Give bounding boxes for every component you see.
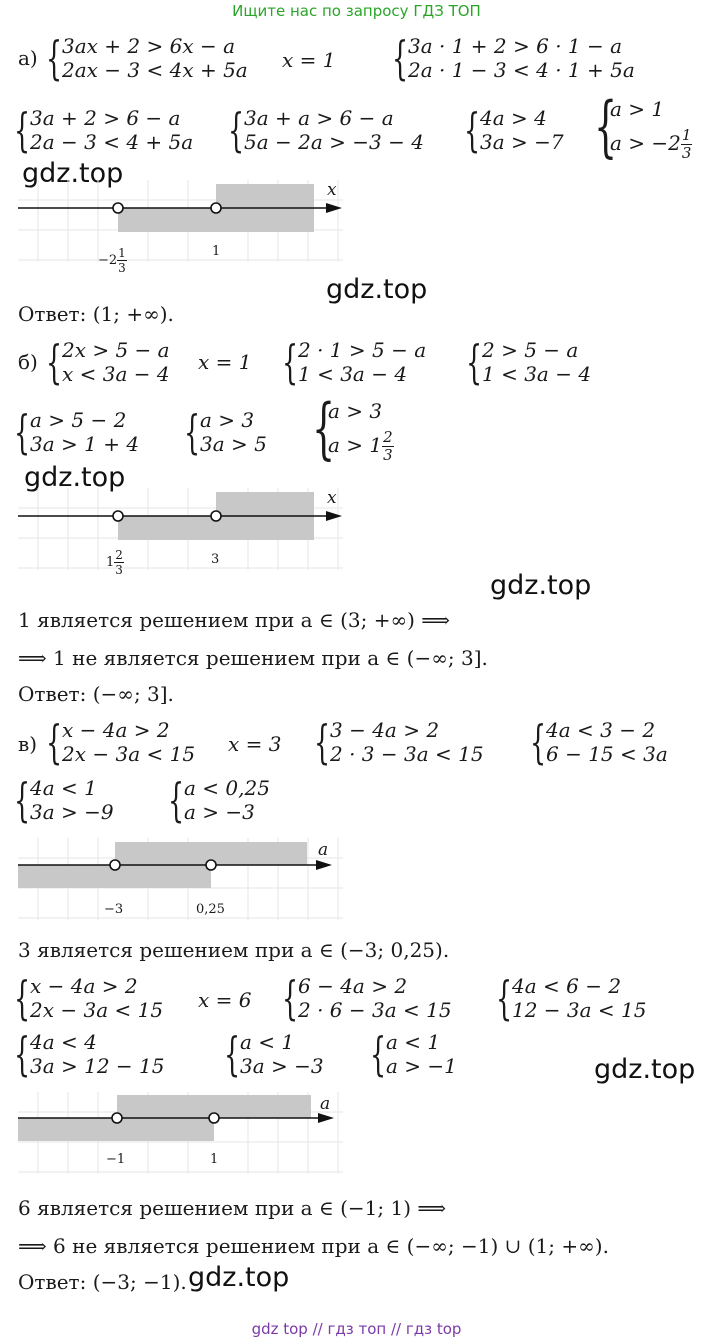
- part-v-system-6: [14, 971, 164, 1025]
- eq-line: x < 3a − 4: [62, 362, 170, 386]
- eq-line: 1 < 3a − 4: [298, 362, 408, 386]
- part-b-line-1: 1 является решением при a ∈ (3; +∞) ⟹: [18, 608, 450, 632]
- eq-line: 3a > −3: [240, 1054, 324, 1078]
- part-a-system-4: [228, 103, 424, 157]
- brace: {: [464, 103, 481, 157]
- part-b-system-6: [312, 390, 394, 467]
- tick-label-right: 1: [210, 1152, 219, 1167]
- arrow-head: [318, 1113, 334, 1123]
- eq-line: 2 · 1 > 5 − a: [298, 338, 427, 362]
- brace: {: [14, 971, 31, 1025]
- brace: {: [312, 390, 336, 467]
- brace: {: [314, 715, 331, 769]
- open-point: [206, 860, 216, 870]
- eq-line: 6 − 15 < 3a: [546, 742, 668, 766]
- watermark: gdz.top: [188, 1262, 290, 1293]
- tick-label-right: 3: [211, 552, 220, 567]
- part-a-x-value: x = 1: [282, 48, 336, 72]
- eq-line: 3a > −9: [30, 800, 114, 824]
- part-v-x-value-2: x = 6: [198, 988, 252, 1012]
- eq-line: 3 − 4a > 2: [330, 718, 440, 742]
- eq-line: a > −2 $\frac{1}{3}$: [610, 126, 692, 162]
- eq-line: 2a · 1 − 3 < 4 · 1 + 5a: [408, 58, 635, 82]
- part-v-system-9: [14, 1027, 165, 1081]
- part-b-system-2: [282, 335, 427, 389]
- part-v-system-8: [496, 971, 647, 1025]
- eq-line: 3ax + 2 > 6x − a: [62, 34, 235, 58]
- tick-label-right: 1: [212, 244, 221, 259]
- brace: {: [168, 773, 185, 827]
- open-point: [110, 860, 120, 870]
- shade-upper: [216, 492, 314, 516]
- eq-line: 3a > 1 + 4: [30, 432, 140, 456]
- eq-line: a < 1: [386, 1030, 441, 1054]
- open-point: [112, 1113, 122, 1123]
- tick-label-left: −2 $\frac{1}{3}$: [98, 246, 126, 275]
- part-v-system-5: [168, 773, 270, 827]
- eq-line: 2 · 6 − 3a < 15: [298, 998, 452, 1022]
- part-a-system-3: [14, 103, 194, 157]
- part-v-system-3: [530, 715, 668, 769]
- part-v-system-1: [46, 715, 196, 769]
- eq-line: a > −1: [386, 1054, 457, 1078]
- number-line-v1-graphic: [18, 838, 348, 928]
- open-point: [209, 1113, 219, 1123]
- brace: {: [46, 715, 63, 769]
- eq-line: 4a < 1: [30, 776, 97, 800]
- part-v-system-2: [314, 715, 484, 769]
- eq-line: 2 · 3 − 3a < 15: [330, 742, 484, 766]
- watermark: gdz.top: [24, 462, 126, 493]
- part-b-system-1: [46, 335, 170, 389]
- part-v-system-11: [370, 1027, 457, 1081]
- eq-line: 4a < 6 − 2: [512, 974, 622, 998]
- brace: {: [14, 103, 31, 157]
- brace: {: [530, 715, 547, 769]
- brace: {: [282, 335, 299, 389]
- eq-line: a > −3: [184, 800, 255, 824]
- part-v-line-3: ⟹ 6 не является решением при a ∈ (−∞; −1) ∪ (1; +∞).: [18, 1234, 609, 1258]
- arrow-head: [326, 203, 342, 213]
- eq-line: 2ax − 3 < 4x + 5a: [62, 58, 248, 82]
- axis-label: x: [327, 180, 337, 200]
- part-a-system-2: [392, 31, 635, 85]
- watermark: gdz.top: [490, 570, 592, 601]
- eq-line: 5a − 2a > −3 − 4: [244, 130, 424, 154]
- eq-line: 4a < 3 − 2: [546, 718, 656, 742]
- eq-line: x − 4a > 2: [62, 718, 170, 742]
- eq-line: 3a > −7: [480, 130, 564, 154]
- part-v-answer: Ответ: (−3; −1).: [18, 1270, 187, 1294]
- part-a-system-1: [46, 31, 248, 85]
- part-b-system-5: [184, 405, 267, 459]
- brace: {: [14, 1027, 31, 1081]
- eq-line: a > 3: [200, 408, 255, 432]
- axis-label: a: [320, 1094, 331, 1114]
- part-v-system-4: [14, 773, 114, 827]
- part-b-answer: Ответ: (−∞; 3].: [18, 682, 174, 706]
- eq-line: 4a > 4: [480, 106, 547, 130]
- eq-line: 3a + 2 > 6 − a: [30, 106, 181, 130]
- part-b-line-2: ⟹ 1 не является решением при a ∈ (−∞; 3].: [18, 646, 488, 670]
- eq-line: 6 − 4a > 2: [298, 974, 408, 998]
- brace: {: [184, 405, 201, 459]
- part-a-answer: Ответ: (1; +∞).: [18, 302, 174, 326]
- part-b-system-3: [466, 335, 592, 389]
- open-point: [113, 511, 123, 521]
- eq-line: 2a − 3 < 4 + 5a: [30, 130, 194, 154]
- part-v-label: в): [18, 732, 38, 756]
- eq-line: 3a > 12 − 15: [30, 1054, 165, 1078]
- part-a-system-6: [594, 88, 692, 165]
- brace: {: [14, 773, 31, 827]
- brace: {: [370, 1027, 387, 1081]
- eq-line: 3a > 5: [200, 432, 267, 456]
- number-line-a-graphic: [18, 180, 348, 270]
- part-v-system-7: [282, 971, 452, 1025]
- part-b-x-value: x = 1: [198, 350, 252, 374]
- fraction: $\frac{2}{3}$: [383, 428, 393, 464]
- number-line-v2-graphic: [18, 1092, 348, 1182]
- open-point: [113, 203, 123, 213]
- part-b-label: б): [18, 350, 38, 374]
- tick-label-left: −3: [104, 902, 124, 917]
- open-point: [211, 511, 221, 521]
- number-line-b-graphic: [18, 488, 348, 578]
- eq-line: 2x − 3a < 15: [30, 998, 164, 1022]
- brace: {: [228, 103, 245, 157]
- brace: {: [466, 335, 483, 389]
- fraction: $\frac{1}{3}$: [681, 126, 692, 162]
- top-banner: Ищите нас по запросу ГДЗ ТОП: [232, 2, 481, 20]
- part-v-line-2: 6 является решением при a ∈ (−1; 1) ⟹: [18, 1196, 447, 1220]
- axis-label: a: [318, 840, 329, 860]
- brace: {: [392, 31, 409, 85]
- brace: {: [46, 335, 63, 389]
- eq-line: 3a · 1 + 2 > 6 · 1 − a: [408, 34, 623, 58]
- brace: {: [496, 971, 513, 1025]
- part-b-system-4: [14, 405, 140, 459]
- brace: {: [224, 1027, 241, 1081]
- eq-line: a < 0,25: [184, 776, 270, 800]
- part-v-system-10: [224, 1027, 324, 1081]
- watermark: gdz.top: [326, 274, 428, 305]
- watermark: gdz.top: [22, 158, 124, 189]
- tick-label-left: 1 $\frac{2}{3}$: [106, 548, 123, 577]
- open-point: [211, 203, 221, 213]
- eq-line: 3a + a > 6 − a: [244, 106, 394, 130]
- eq-line: a > 3: [328, 399, 383, 423]
- eq-line: 2x − 3a < 15: [62, 742, 196, 766]
- brace: {: [46, 31, 63, 85]
- eq-line: a > 1: [610, 97, 665, 121]
- arrow-head: [326, 511, 342, 521]
- part-v-x-value: x = 3: [228, 732, 282, 756]
- tick-label-left: −1: [106, 1152, 126, 1167]
- eq-line: 1 < 3a − 4: [482, 362, 592, 386]
- eq-line: 12 − 3a < 15: [512, 998, 647, 1022]
- eq-line: a > 5 − 2: [30, 408, 127, 432]
- brace: {: [14, 405, 31, 459]
- watermark: gdz.top: [594, 1054, 696, 1085]
- eq-line: x − 4a > 2: [30, 974, 138, 998]
- brace: {: [594, 88, 618, 165]
- eq-line: 4a < 4: [30, 1030, 97, 1054]
- tick-label-right: 0,25: [196, 902, 225, 917]
- eq-line: a < 1: [240, 1030, 295, 1054]
- eq-line: 2x > 5 − a: [62, 338, 170, 362]
- part-a-label: а): [18, 46, 38, 70]
- part-v-line-1: 3 является решением при a ∈ (−3; 0,25).: [18, 938, 450, 962]
- part-a-system-5: [464, 103, 564, 157]
- axis-label: x: [327, 488, 337, 508]
- brace: {: [282, 971, 299, 1025]
- eq-line: 2 > 5 − a: [482, 338, 579, 362]
- footer-links[interactable]: gdz top // гдз топ // гдз top: [251, 1320, 462, 1338]
- eq-line: a > 1 $\frac{2}{3}$: [328, 428, 393, 464]
- shade-upper: [216, 184, 314, 208]
- arrow-head: [316, 860, 332, 870]
